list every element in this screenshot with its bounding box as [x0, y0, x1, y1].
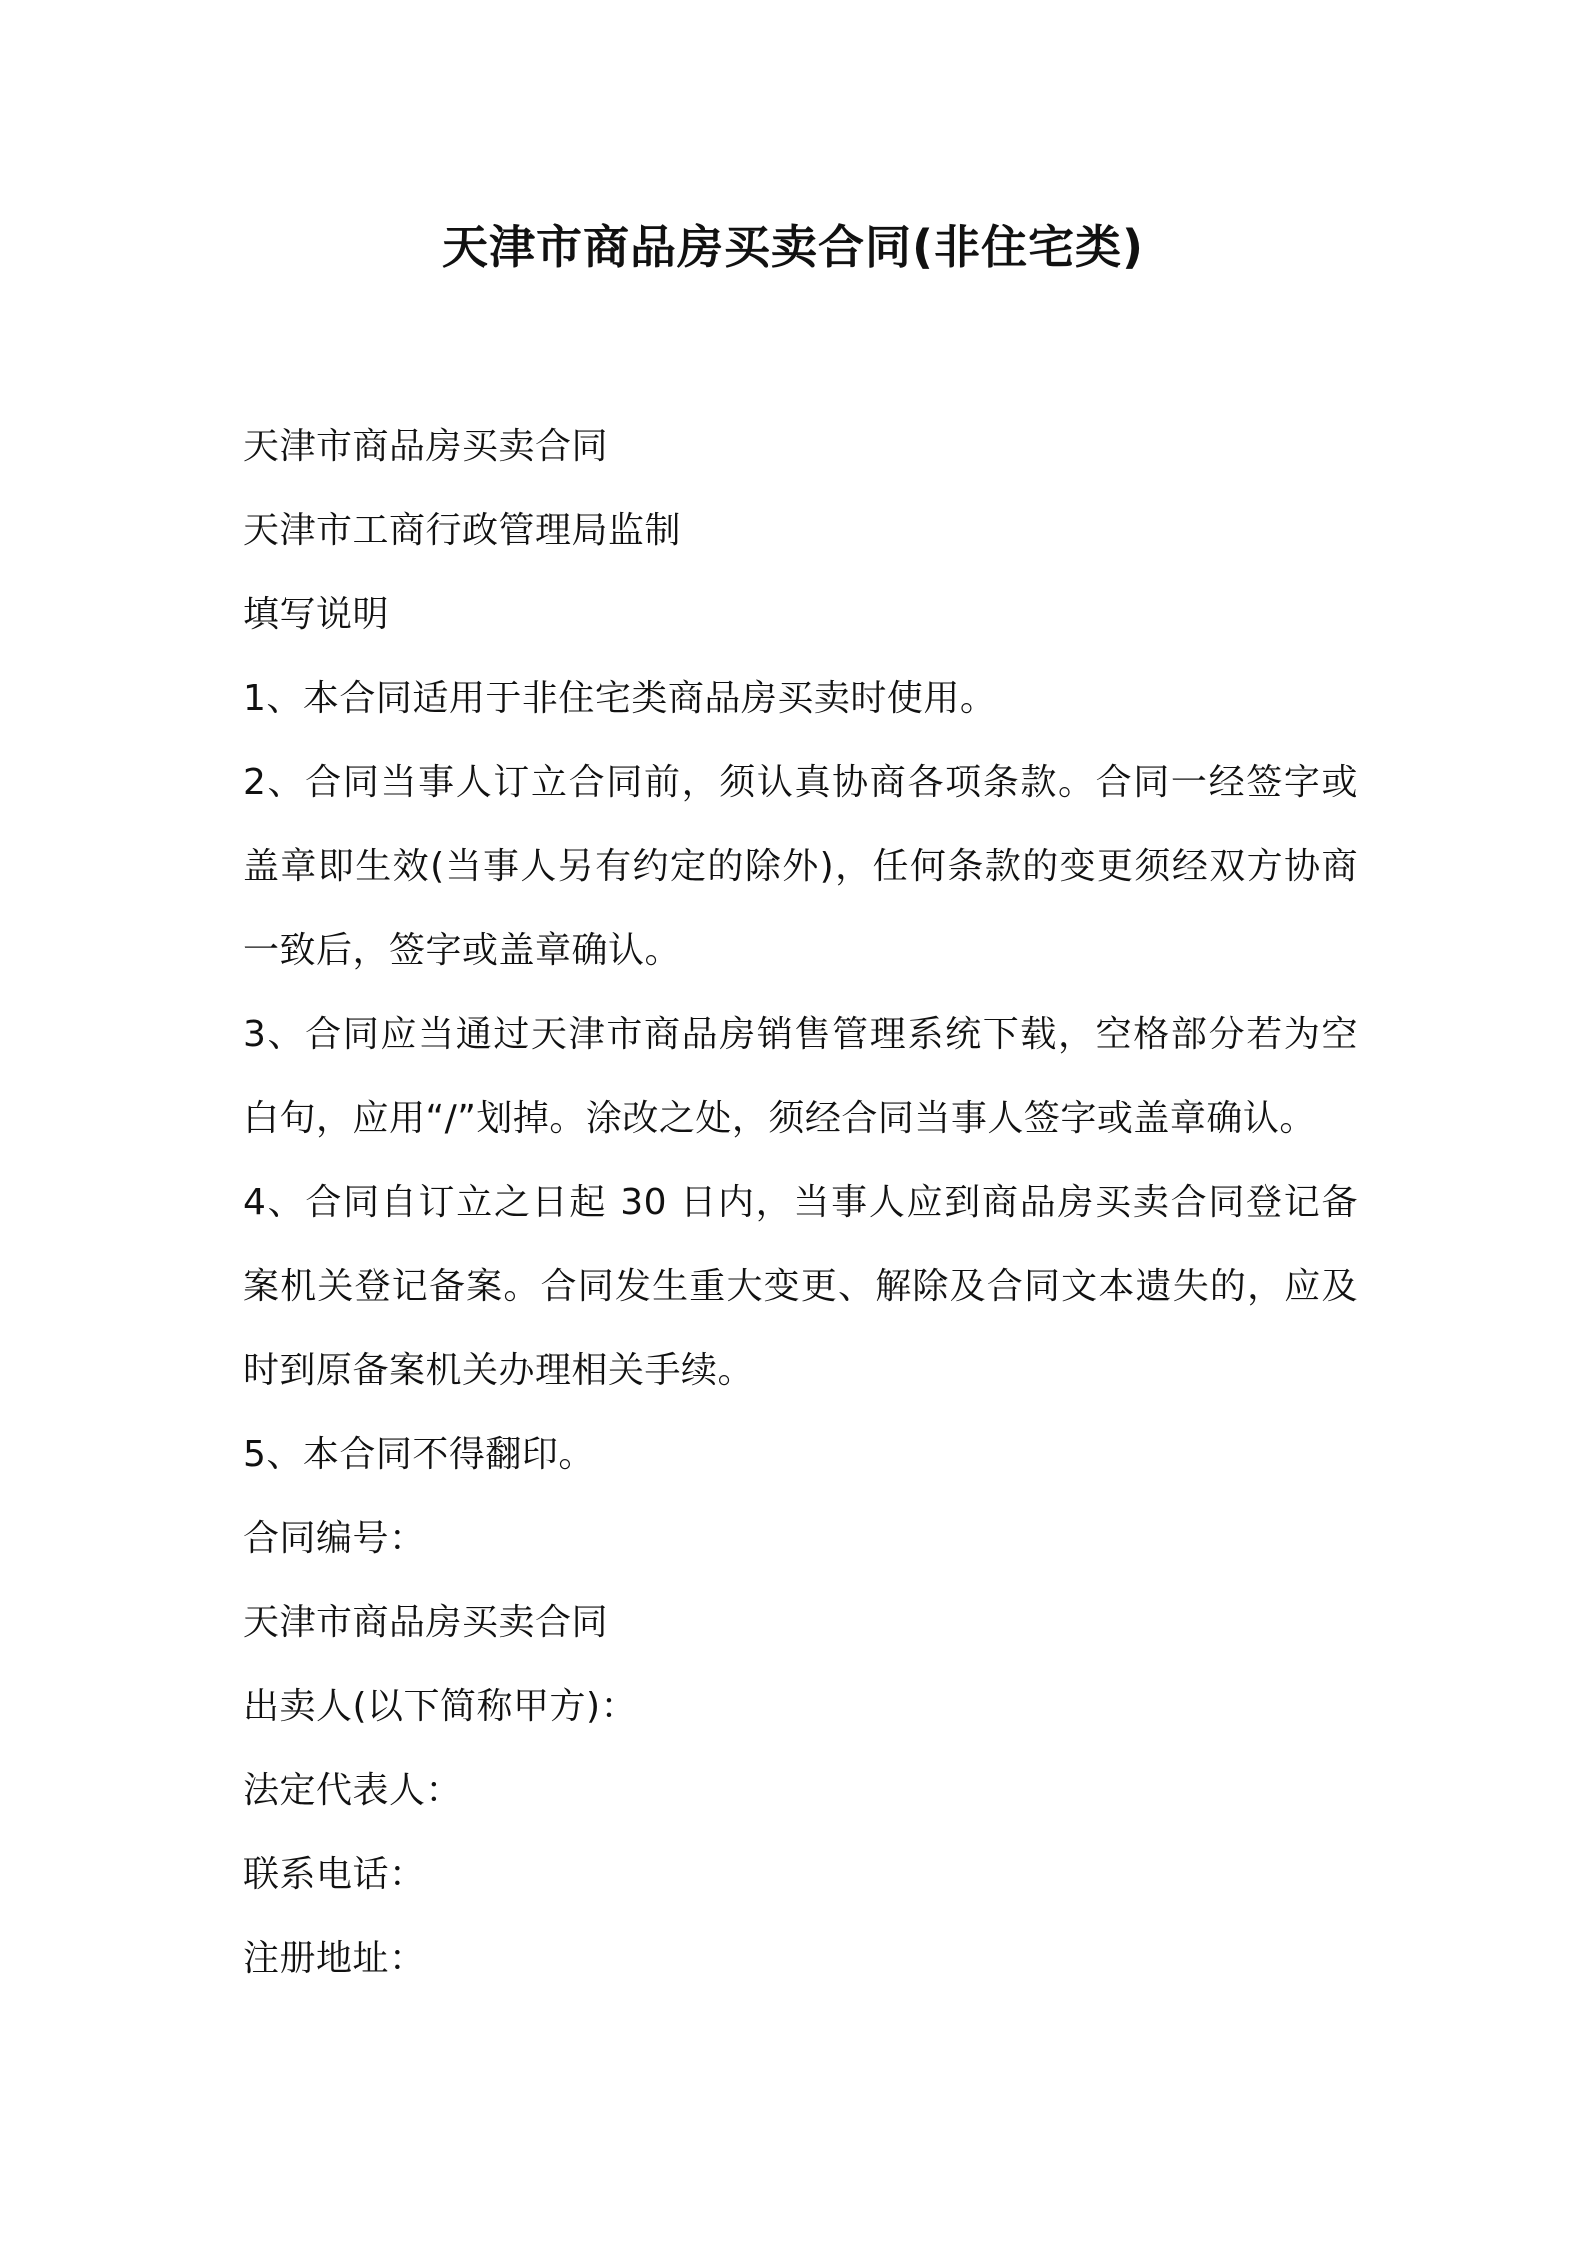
legal-representative-label: 法定代表人：: [243, 1770, 463, 1811]
instruction-item-4: 4、合同自订立之日起 30 日内，当事人应到商品房买卖合同登记备案机关登记备案。合同发生重大变更、解除及合同文本遗失的，应及时到原备案机关办理相关手续。: [243, 1182, 1358, 1391]
instruction-item-5: 5、本合同不得翻印。: [243, 1434, 595, 1475]
instructions-heading: 填写说明: [243, 594, 390, 635]
instruction-item-1: 1、本合同适用于非住宅类商品房买卖时使用。: [243, 678, 997, 719]
phone-label: 联系电话：: [243, 1854, 426, 1895]
instruction-item-2: 2、合同当事人订立合同前，须认真协商各项条款。合同一经签字或盖章即生效(当事人另有约定的除外)，任何条款的变更须经双方协商一致后，签字或盖章确认。: [243, 762, 1358, 971]
supervisor-line: 天津市工商行政管理局监制: [243, 510, 682, 551]
contract-subtitle: 天津市商品房买卖合同: [243, 1602, 609, 1643]
registered-address-label: 注册地址：: [243, 1938, 426, 1979]
document-title: 天津市商品房买卖合同(非住宅类): [441, 220, 1145, 274]
instruction-item-3: 3、合同应当通过天津市商品房销售管理系统下载，空格部分若为空白句，应用“/”划掉。涂改之处，须经合同当事人签字或盖章确认。: [243, 1014, 1358, 1139]
seller-label: 出卖人(以下简称甲方)：: [243, 1686, 638, 1727]
contract-number-label: 合同编号：: [243, 1518, 426, 1559]
contract-heading: 天津市商品房买卖合同: [243, 426, 609, 467]
document-body: [243, 405, 1363, 2001]
